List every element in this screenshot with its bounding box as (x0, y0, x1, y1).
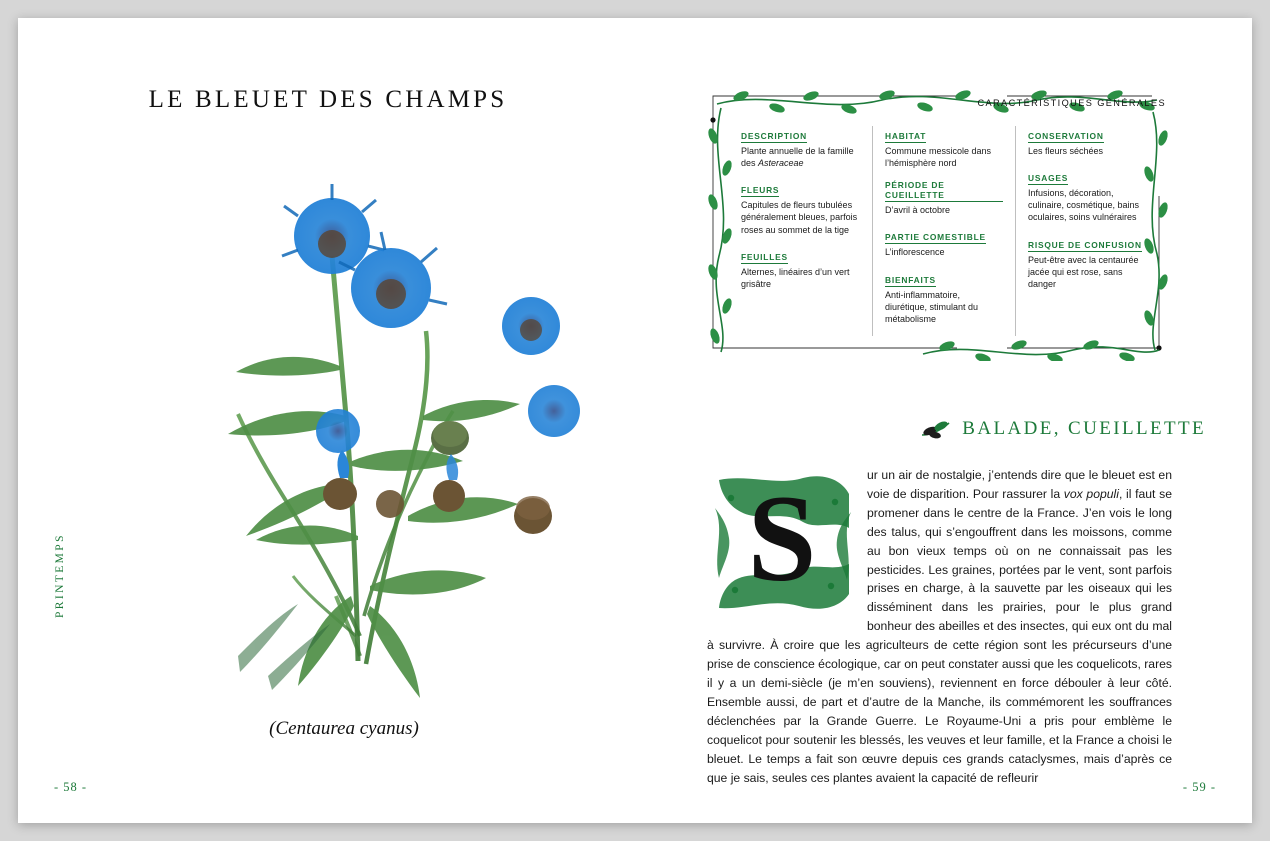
section-title-row (920, 418, 1206, 440)
panel-column (872, 126, 1015, 336)
field-value-description: Plante annuelle de la famille des Asteraceae (741, 146, 854, 169)
section-title: BALADE, CUEILLETTE (962, 418, 1206, 439)
illuminated-dropcap-S (707, 468, 857, 618)
field-value-feuilles: Alternes, linéaires d’un vert grisâtre (741, 266, 850, 289)
panel-column (1015, 126, 1158, 336)
panel-columns (729, 126, 1159, 336)
article-body (707, 466, 1172, 787)
dropcap-letter: S (747, 470, 817, 607)
panel-heading: CARACTÉRISTIQUES GÉNÉRALES (977, 98, 1166, 108)
field-label-usages: USAGES (1028, 173, 1069, 184)
leaf-sprig-icon (920, 419, 952, 439)
book-spread (18, 18, 1252, 823)
left-page (18, 18, 635, 823)
field-label-partie-comestible: PARTIE COMESTIBLE (885, 232, 986, 243)
cornflower-watercolour-illustration (108, 116, 580, 716)
season-tab: PRINTEMPS (54, 533, 66, 618)
field-value-usages: Infusions, décoration, culinaire, cosmétique, bains oculaires, soins vulnéraires (1028, 188, 1140, 223)
field-value-periode-de-cueillette: D’avril à octobre (885, 205, 951, 216)
page-number-right: - 59 - (1182, 780, 1216, 794)
field-value-fleurs: Capitules de fleurs tubulées généralement bleues, parfois roses au sommet de la tige (741, 200, 858, 235)
field-label-bienfaits: BIENFAITS (885, 274, 936, 285)
field-label-habitat: HABITAT (885, 131, 927, 141)
field-value-partie-comestible: L’inflorescence (885, 247, 945, 258)
page-title: LE BLEUET DES CHAMPS (148, 86, 508, 113)
page-number-left: - 58 - (54, 780, 88, 794)
field-label-conservation: CONSERVATION (1028, 131, 1104, 141)
field-value-conservation: Les fleurs séchées (1028, 146, 1104, 156)
field-value-bienfaits: Anti-inflammatoire, diurétique, stimulant du métabolisme (885, 289, 979, 324)
field-value-habitat: Commune messicole dans l’hémisphère nord (885, 146, 992, 169)
field-label-risque-de-confusion: RISQUE DE CONFUSION (1028, 239, 1142, 250)
article-text: ur un air de nostalgie, j’entends dire que le bleuet est en voie de disparition. Pour rassurer la vox populi, il faut se promener dans le centre de la France. J’en vois le long des talus, qui s’engouffrent dans les moissons, comme au bon vieux temps où on ne connaissait pas les pesticides. Les graines, portées par le vent, sont parfois prises en charge, à la sauvette par les oiseaux qui les disséminent dans les prairies, pour le plus grand bonheur des abeilles et des insectes, qui eux ont du mal à survivre. À croire que les agriculteurs de cette région sont les précurseurs d’une prise de conscience écologique, car on peut constater aussi que les coquelicots, rares il y a un demi-siècle (je m’en souviens), reviennent en force débouler à leur côté. Ensemble aussi, de part et d’autre de la Manche, ils commémorent les souffrances déclenchées par la Grande Guerre. Le Royaume-Uni a pris pour emblème le coquelicot pour soutenir les blessés, les veuves et leur famille, et la France a choisi le bleuet. Le temps a fait son œuvre depuis ces grands cataclysmes, mais d’après ce que je sais, seules ces plantes avaient la capacité de refleurir (707, 468, 1172, 785)
panel-column (729, 126, 872, 336)
right-page (635, 18, 1252, 823)
plant-latin-name: (Centaurea cyanus) (269, 718, 419, 739)
general-characteristics-panel (707, 86, 1172, 356)
field-value-risque-de-confusion: Peut-être avec la centaurée jacée qui est rose, sans danger (1028, 254, 1139, 289)
field-label-feuilles: FEUILLES (741, 251, 788, 262)
field-label-periode-de-cueillette: PÉRIODE DE CUEILLETTE (885, 180, 1003, 202)
field-label-description: DESCRIPTION (741, 131, 808, 141)
field-label-fleurs: FLEURS (741, 185, 780, 196)
